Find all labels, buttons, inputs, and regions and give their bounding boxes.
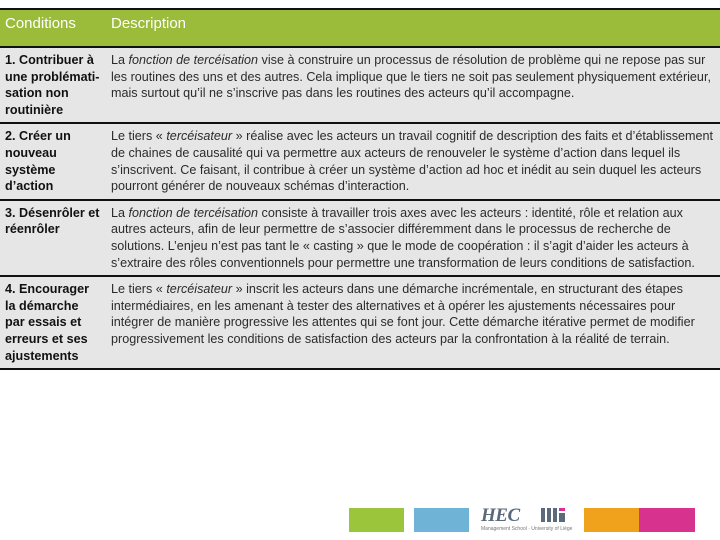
description-emphasis: tercéisateur [166,282,233,297]
description-cell [106,47,720,123]
description-cell [106,200,720,276]
description-text: Le tiers « [111,282,167,297]
description-text: La [111,53,129,67]
footer-band-magenta [639,508,695,532]
header-description: Description [106,9,720,47]
description-cell [106,276,720,369]
table-row [0,47,720,123]
table-row [0,123,720,199]
description-text: vise à construire un processus de résolution de problème qui ne repose pas sur les routines des uns et des autres. Cela implique que le tiers ne soit pas seulement physiquement extérieur, mais surtout qu’il ne s’inscrive pas dans les routines des acteurs qu’il accompagne. [111,53,711,101]
table-body [0,47,720,369]
condition-cell: 3. Désenrôler et réenrôler [0,200,106,276]
condition-cell: 1. Contribuer à une problémati-sation non routinière [0,47,106,123]
condition-cell: 2. Créer un nouveau système d’action [0,123,106,199]
university-mark-icon [539,506,569,526]
description-text: La [111,205,129,220]
description-text: consiste à travailler trois axes avec les acteurs : identité, rôle et relation aux autres acteurs, afin de leur permettre de s’associer différemment dans le processus de recherche de solutions. L’enjeu n’est pas tant le « casting » que le mode de coopération : il s’agit d’aider les acteurs à s’extraire des rôles conventionnels pour permettre une transformation de leurs conditions de satisfaction. [111,205,695,270]
description-cell [106,123,720,199]
hec-logo [477,504,577,536]
description-text: Le tiers « [111,129,167,144]
description-text: » inscrit les acteurs dans une démarche incrémentale, en structurant des étapes intermédiaires, en les amenant à tester des alternatives et à opérer les ajustements nécessaires pour intégrer de manière progressive les attentes qui se font jour. Cette démarche itérative permet de modifier progressivement les conditions de satisfaction des acteurs par la confrontation à la réalité de terrain. [111,282,695,346]
logo-subtext: Management School · University of Liège [481,526,573,532]
footer-band-blue [414,508,469,532]
footer-band-green [349,508,404,532]
footer [0,500,720,540]
table-row [0,200,720,276]
description-text: » réalise avec les acteurs un travail cognitif de description des faits et d’établissement de chaines de causalité qui va permettre aux acteurs de renouveler le système d’action dans lequel ils s’inscrivent. Ce faisant, il contribue à créer un système d’action ad hoc et inédit au sein duquel les acteurs pourront générer de nouveaux schémas d’interaction. [111,129,714,194]
table-header-row [0,9,720,47]
table-row [0,276,720,369]
description-emphasis: fonction de tercéisation [128,205,259,220]
logo-text: HEC [481,505,520,526]
description-emphasis: tercéisateur [166,129,233,144]
description-emphasis: fonction de tercéisation [128,53,259,67]
condition-cell: 4. Encourager la démarche par essais et erreurs et ses ajustements [0,276,106,369]
conditions-table [0,8,720,370]
footer-band-orange [584,508,639,532]
header-conditions: Conditions [0,9,106,47]
